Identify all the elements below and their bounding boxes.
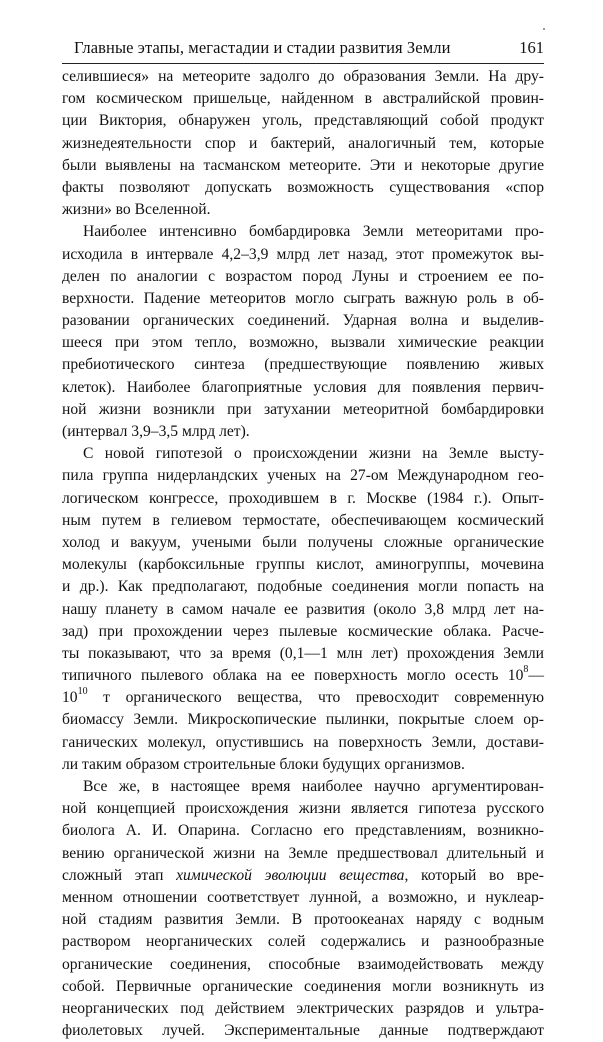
- text-line: С новой гипотезой о происхождении жизни на Земле высту-: [83, 445, 544, 463]
- text-line: клеток). Наиболее благоприятные условия для появления первич-: [62, 378, 544, 396]
- text-line: органические соединения, способные взаимодействовать между: [62, 955, 544, 973]
- text-line: ной стадиям развития Земли. В протоокеанах наряду с водным: [62, 911, 544, 929]
- header-rule: [62, 63, 544, 64]
- text-line: биомассу Земли. Микроскопические пылинки, покрытые слоем ор-: [62, 711, 544, 729]
- text-line: делен по аналогии с возрастом пород Луны и строением ее по-: [62, 267, 544, 285]
- text-line: гом космическом пришельце, найденном в австралийской провин-: [62, 90, 544, 108]
- running-header: [62, 36, 544, 60]
- text-line: [62, 665, 544, 687]
- paragraph-1: [62, 66, 544, 221]
- text-line: ной концепцией происхождения жизни является гипотеза русского: [62, 800, 544, 818]
- text-line: ты показывают, что за время (0,1—1 млн лет) прохождения Земли: [62, 644, 544, 662]
- text-line: молекулы (карбоксильные группы кислот, аминогруппы, мочевина: [62, 556, 544, 574]
- paragraph-2: [62, 221, 544, 443]
- text-run: , который во вре-: [404, 866, 544, 884]
- text-line: раствором неорганических солей содержались и разнообразные: [62, 933, 544, 951]
- text-line: [62, 865, 544, 887]
- text-line: ганических молекул, опустившись на поверхность Земли, достави-: [62, 733, 544, 751]
- text-line: были выявлены на тасманском метеорите. Эти и некоторые другие: [62, 156, 544, 174]
- text-line: пила группа нидерландских ученых на 27-ом Международном гео-: [62, 467, 544, 485]
- text-line: ции Виктория, обнаружен уголь, представляющий собой продукт: [62, 112, 544, 130]
- text-line: фиолетовых лучей. Экспериментальные данные подтверждают: [62, 1022, 544, 1040]
- text-line: и др.). Как предполагают, подобные соединения могли попасть на: [62, 578, 544, 596]
- text-line: Все же, в настоящее время наиболее научно аргументирован-: [83, 778, 544, 795]
- text-line: биолога А. И. Опарина. Согласно его представлениям, возникно-: [62, 822, 544, 840]
- text-line: разовании органических соединений. Ударная волна и выделив-: [62, 312, 544, 330]
- text-line: исходила в интервале 4,2–3,9 млрд лет назад, этот промежуток вы-: [62, 245, 544, 263]
- text-line: [62, 687, 544, 709]
- page-body: [62, 66, 544, 1042]
- superscript: 8: [523, 663, 529, 675]
- emphasis-term: химической эволюции вещества: [176, 866, 405, 884]
- superscript: 10: [77, 686, 88, 698]
- text-line: нашу планету в самом начале ее развития (около 3,8 млрд лет на-: [62, 600, 544, 618]
- text-line: (интервал 3,9–3,5 млрд лет).: [62, 423, 250, 440]
- text-line: зад) при прохождении через пылевые космические облака. Расче-: [62, 622, 544, 640]
- text-run: сложный этап: [62, 866, 177, 884]
- text-line: неорганических под действием электрических разрядов и ультра-: [62, 999, 544, 1017]
- text-line: жизни» во Вселенной.: [62, 201, 211, 219]
- text-line: собой. Первичные органические соединения могли возникнуть из: [62, 977, 544, 995]
- text-run: 10: [62, 689, 78, 707]
- text-run: типичного пылевого облака на ее поверхность могло осесть 10: [62, 667, 524, 685]
- text-line: Наиболее интенсивно бомбардировка Земли метеоритами про-: [83, 223, 544, 241]
- text-line: шееся при этом тепло, возможно, вызвали химические реакции: [62, 334, 544, 352]
- text-line: факты позволяют допускать возможность существования «спор: [62, 178, 544, 196]
- text-line: ной жизни возникли при затухании метеоритной бомбардировки: [62, 400, 544, 418]
- text-line: ли таким образом строительные блоки будущих организмов.: [62, 755, 465, 773]
- paragraph-3: [62, 443, 544, 776]
- text-run: т органического вещества, что превосходит современную: [87, 689, 544, 707]
- text-line: менном отношении соответствует лунной, а возможно, и нуклеар-: [62, 888, 544, 906]
- text-line: холод и вакуум, учеными были получены сложные органические: [62, 533, 544, 551]
- text-line: жизнедеятельности спор и бактерий, аналогичный тем, которые: [62, 134, 544, 152]
- text-line: селившиеся» на метеорите задолго до образования Земли. На дру-: [62, 68, 544, 85]
- scan-speck: [543, 28, 545, 30]
- text-run: —: [528, 667, 544, 685]
- text-line: логическом конгрессе, проходившем в г. Москве (1984 г.). Опыт-: [62, 489, 544, 507]
- page-number: 161: [519, 38, 544, 57]
- text-line: пребиотического синтеза (предшествующие появлению живых: [62, 356, 544, 374]
- text-line: вению органической жизни на Земле предшествовал длительный и: [62, 844, 544, 862]
- paragraph-4: [62, 776, 544, 1042]
- text-line: верхности. Падение метеоритов могло сыграть важную роль в об-: [62, 289, 544, 307]
- text-line: ным путем в гелиевом термостате, обеспечивающем космический: [62, 511, 544, 529]
- chapter-title: Главные этапы, мегастадии и стадии развития Земли: [74, 38, 451, 57]
